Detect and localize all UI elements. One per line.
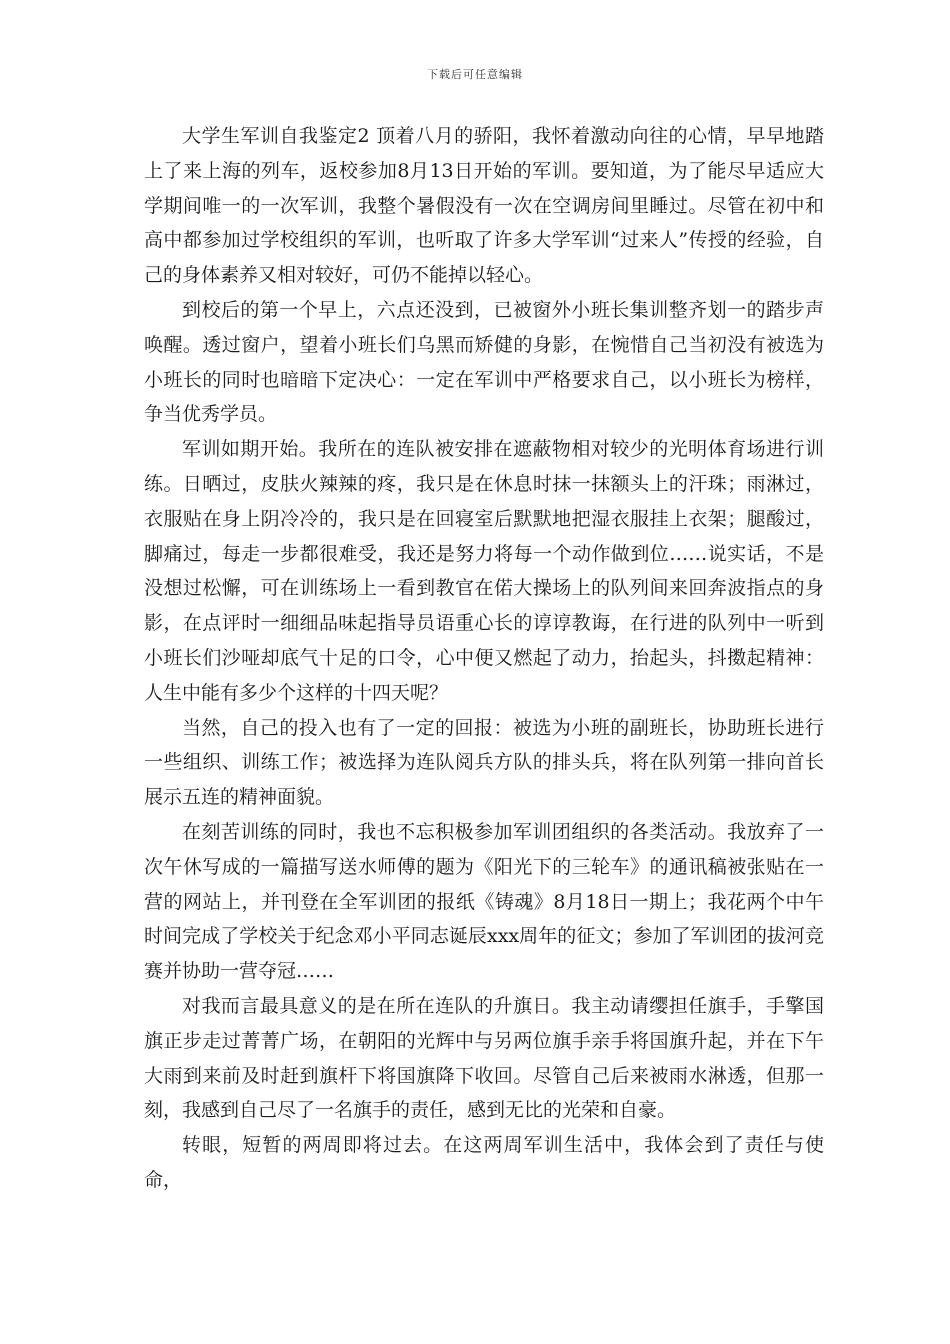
paragraph-2: 到校后的第一个早上，六点还没到，已被窗外小班长集训整齐划一的踏步声唤醒。透过窗户，望着小班长们乌黑而矫健的身影，在惋惜自己当初没有被选为小班长的同时也暗暗下定决心：一定在军训中严格要求自己，以小班长为榜样，争当优秀学员。 (144, 298, 824, 426)
paragraph-3: 军训如期开始。我所在的连队被安排在遮蔽物相对较少的光明体育场进行训练。日晒过，皮肤火辣辣的疼，我只是在休息时抹一抹额头上的汗珠；雨淋过，衣服贴在身上阴冷冷的，我只是在回寝室后默默地把湿衣服挂上衣架；腿酸过，脚痛过，每走一步都很难受，我还是努力将每一个动作做到位……说实话，不是没想过松懈，可在训练场上一看到教官在偌大操场上的队列间来回奔波指点的身影，在点评时一细细品味起指导员语重心长的谆谆教诲，在行进的队列中一听到小班长们沙哑却底气十足的口令，心中便又燃起了动力，抬起头，抖擞起精神：人生中能有多少个这样的十四天呢？ (144, 438, 824, 704)
paragraph-1: 大学生军训自我鉴定2 顶着八月的骄阳，我怀着激动向往的心情，早早地踏上了来上海的列车，返校参加8月13日开始的军训。要知道，为了能尽早适应大学期间唯一的一次军训，我整个暑假没有一次在空调房间里睡过。尽管在初中和高中都参加过学校组织的军训，也听取了许多大学军训“过来人”传授的经验，自己的身体素养又相对较好，可仍不能掉以轻心。 (144, 125, 824, 287)
page-header: 下载后可任意编辑 (427, 68, 523, 81)
document-body (144, 119, 824, 1198)
paragraph-7: 转眼，短暂的两周即将过去。在这两周军训生活中，我体会到了责任与使命， (144, 1134, 824, 1191)
paragraph-6: 对我而言最具意义的是在所在连队的升旗日。我主动请缨担任旗手，手擎国旗正步走过菁菁广场，在朝阳的光辉中与另两位旗手亲手将国旗升起，并在下午大雨到来前及时赶到旗杆下将国旗降下收回。尽管自己后来被雨水淋透，但那一刻，我感到自己尽了一名旗手的责任，感到无比的光荣和自豪。 (144, 994, 824, 1122)
paragraph-4: 当然，自己的投入也有了一定的回报：被选为小班的副班长，协助班长进行一些组织、训练工作；被选择为连队阅兵方队的排头兵，将在队列第一排向首长展示五连的精神面貌。 (144, 716, 824, 809)
paragraph-5: 在刻苦训练的同时，我也不忘积极参加军训团组织的各类活动。我放弃了一次午休写成的一篇描写送水师傅的题为《阳光下的三轮车》的通讯稿被张贴在一营的网站上，并刊登在全军训团的报纸《铸魂》8月18日一期上；我花两个中午时间完成了学校关于纪念邓小平同志诞辰xxx周年的征文；参加了军训团的拔河竞赛并协助一营夺冠…… (144, 820, 824, 983)
